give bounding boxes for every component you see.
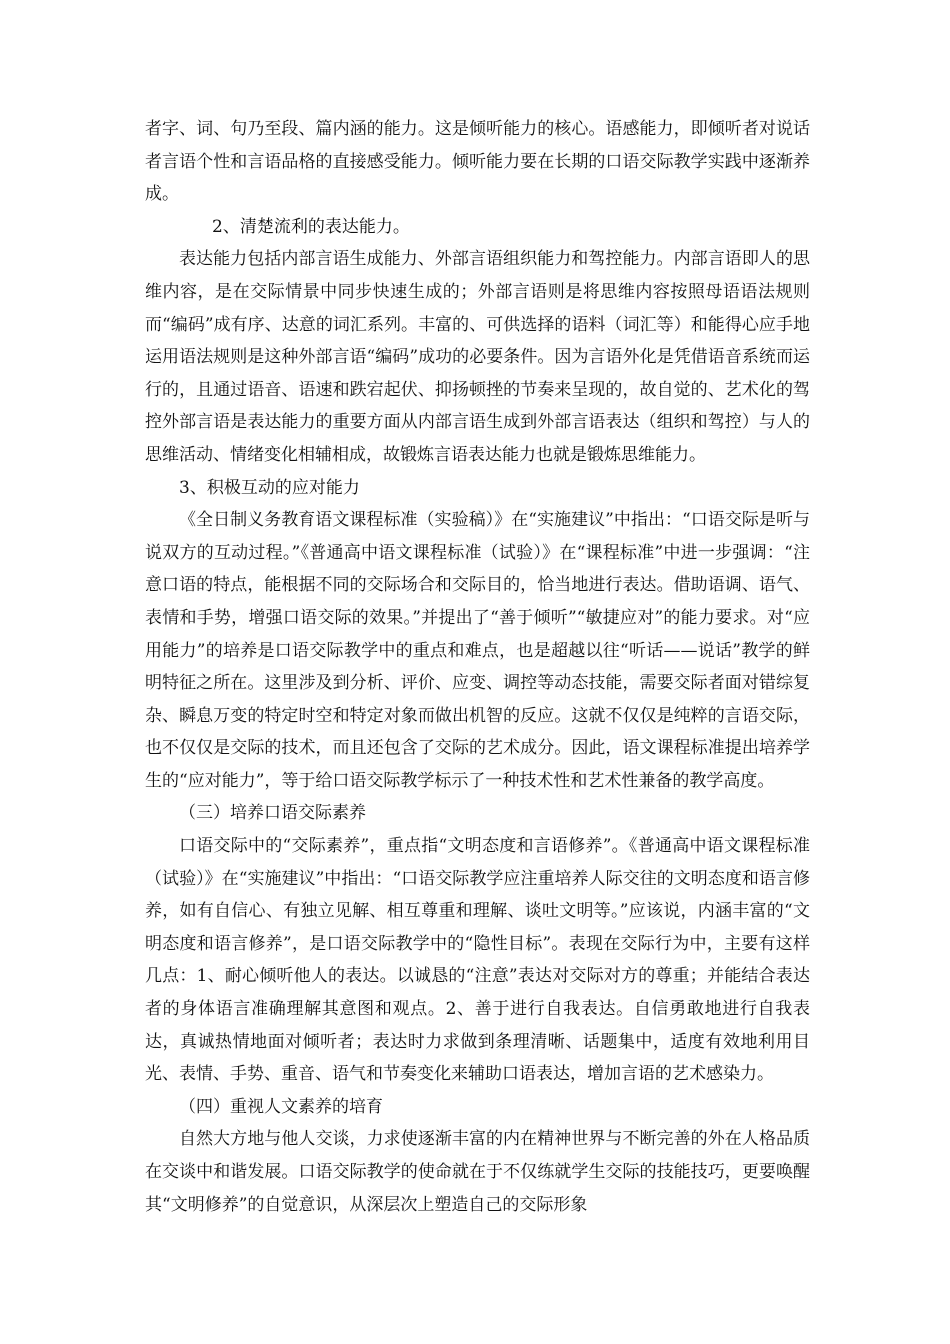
document-page bbox=[145, 113, 810, 1221]
paragraph-expression-ability: 表达能力包括内部言语生成能力、外部言语组织能力和驾控能力。内部言语即人的思维内容，是在交际情景中同步快速生成的；外部言语则是将思维内容按照母语语法规则而“编码”成有序、达意的词汇系列。丰富的、可供选择的语料（词汇等）和能得心应手地运用语法规则是这种外部言语“编码”成功的必要条件。因为言语外化是凭借语音系统而运行的，且通过语音、语速和跌宕起伏、抑扬顿挫的节奏来呈现的，故自觉的、艺术化的驾控外部言语是表达能力的重要方面从内部言语生成到外部言语表达（组织和驾控）与人的思维活动、情绪变化相辅相成，故锻炼言语表达能力也就是锻炼思维能力。 bbox=[145, 249, 810, 465]
heading-expression-ability: 2、清楚流利的表达能力。 bbox=[212, 216, 410, 237]
heading-humanistic-literacy: （四）重视人文素养的培育 bbox=[179, 1096, 383, 1117]
heading-communication-literacy: （三）培养口语交际素养 bbox=[179, 803, 366, 824]
paragraph-listening-core: 者字、词、句乃至段、篇内涵的能力。这是倾听能力的核心。语感能力，即倾听者对说话者言语个性和言语品格的直接感受能力。倾听能力要在长期的口语交际教学实践中逐渐养成。 bbox=[145, 119, 810, 205]
paragraph-humanistic-literacy: 自然大方地与他人交谈，力求使逐渐丰富的内在精神世界与不断完善的外在人格品质在交谈中和谐发展。口语交际教学的使命就在于不仅练就学生交际的技能技巧，更要唤醒其“文明修养”的自觉意识，从深层次上塑造自己的交际形象 bbox=[145, 1129, 810, 1215]
paragraph-response-ability: 《全日制义务教育语文课程标准（实验稿）》在“实施建议”中指出：“口语交际是听与说双方的互动过程。”《普通高中语文课程标准（试验）》在“课程标准”中进一步强调：“注意口语的特点，能根据不同的交际场合和交际目的，恰当地进行表达。借助语调、语气、表情和手势，增强口语交际的效果。”并提出了“善于倾听”“敏捷应对”的能力要求。对“应用能力”的培养是口语交际教学中的重点和难点，也是超越以往“听话——说话”教学的鲜明特征之所在。这里涉及到分析、评价、应变、调控等动态技能，需要交际者面对错综复杂、瞬息万变的特定时空和特定对象而做出机智的反应。这就不仅仅是纯粹的言语交际，也不仅仅是交际的技术，而且还包含了交际的艺术成分。因此，语文课程标准提出培养学生的“应对能力”，等于给口语交际教学标示了一种技术性和艺术性兼备的教学高度。 bbox=[145, 510, 810, 791]
paragraph-communication-literacy: 口语交际中的“交际素养”，重点指“文明态度和言语修养”。《普通高中语文课程标准（试验）》在“实施建议”中指出：“口语交际教学应注重培养人际交往的文明态度和语言修养，如有自信心、有独立见解、相互尊重和理解、谈吐文明等。”应该说，内涵丰富的“文明态度和语言修养”，是口语交际教学中的“隐性目标”。表现在交际行为中，主要有这样几点：1、耐心倾听他人的表达。以诚恳的“注意”表达对交际对方的尊重；并能结合表达者的身体语言准确理解其意图和观点。2、善于进行自我表达。自信勇敢地进行自我表达，真诚热情地面对倾听者；表达时力求做到条理清晰、话题集中，适度有效地利用目光、表情、手势、重音、语气和节奏变化来辅助口语表达，增加言语的艺术感染力。 bbox=[145, 836, 810, 1085]
heading-response-ability: 3、积极互动的应对能力 bbox=[179, 477, 360, 498]
